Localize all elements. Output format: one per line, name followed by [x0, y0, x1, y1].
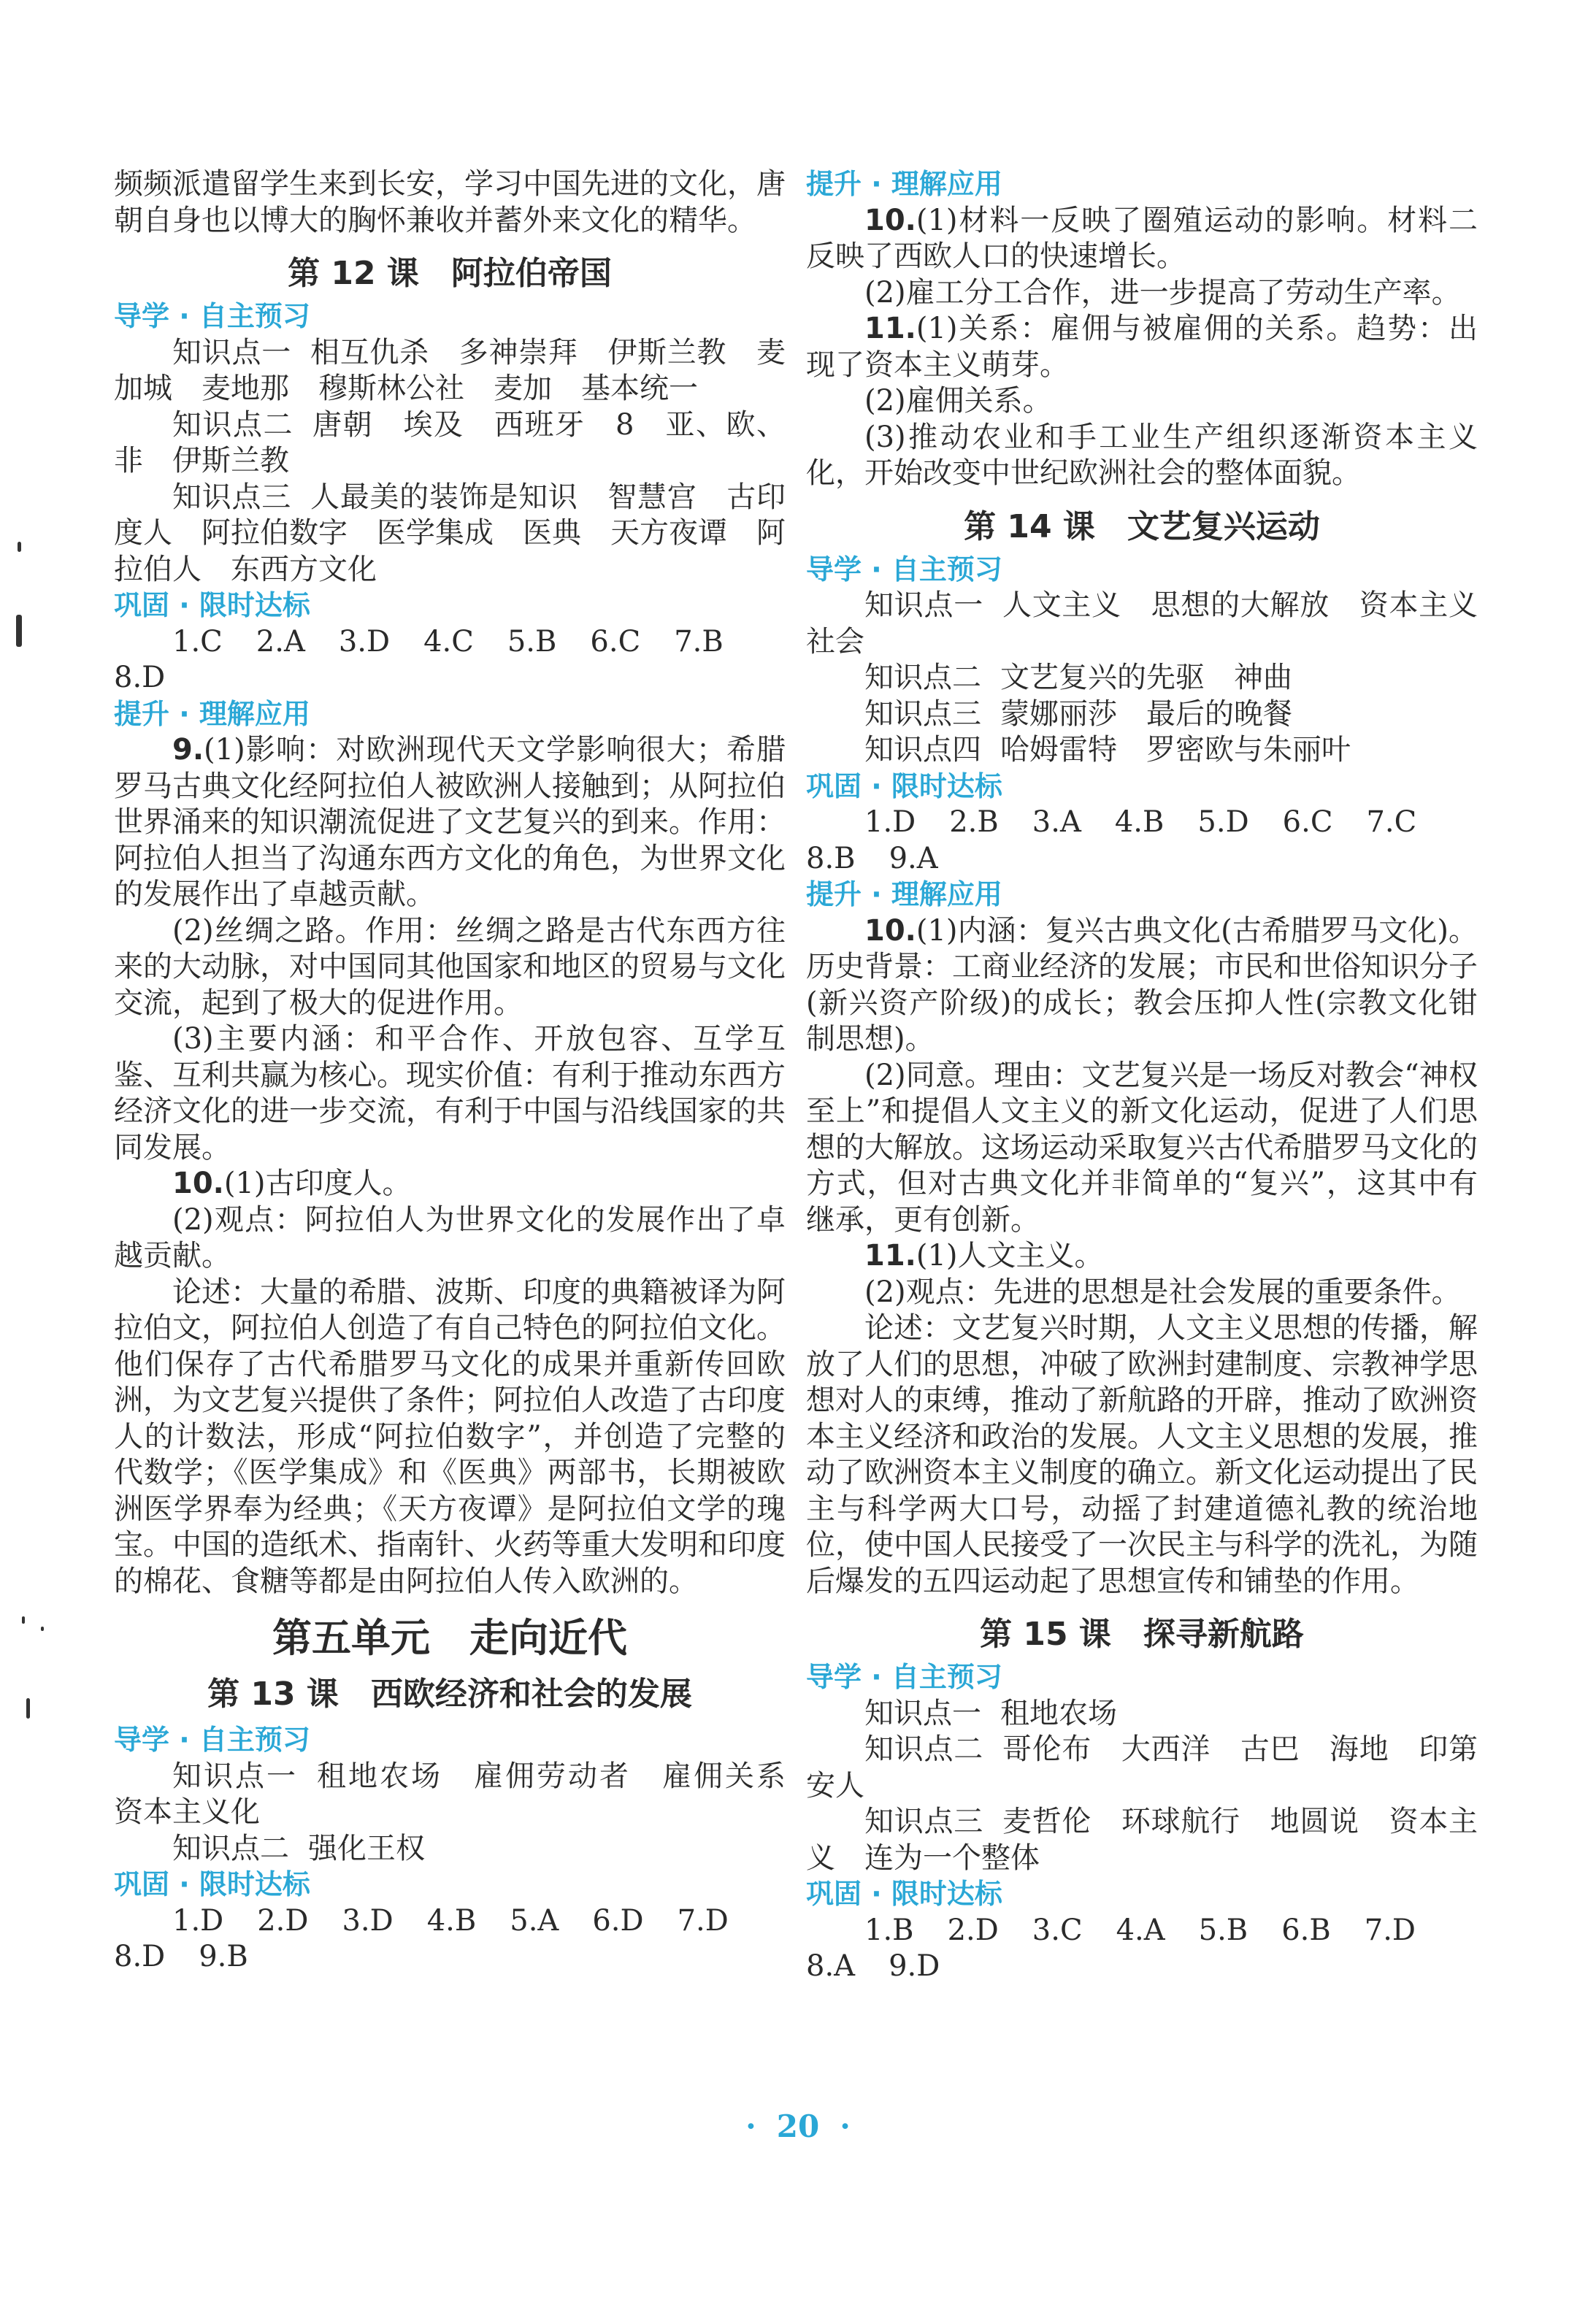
answer: 7.D: [677, 1903, 729, 1938]
kp-text: 蒙娜丽莎 最后的晚餐: [1000, 696, 1292, 731]
kp-label: 知识点二: [864, 661, 981, 694]
lesson-13-apply-heading: 提升 · 理解应用: [806, 168, 1002, 200]
answer: 4.B: [1114, 805, 1165, 839]
lesson-12-q9-2: (2)丝绸之路。作用：丝绸之路是古代东西方往来的大动脉，对中国同其他国家和地区的贸易与文化交流，起到了极大的促进作用。: [114, 913, 786, 1020]
kp-text: 相互仇杀 多神崇拜 伊斯兰教 麦加城 麦地那 穆斯林公社 麦加 基本统一: [114, 335, 786, 405]
lesson-15-quiz-heading: 巩固 · 限时达标: [806, 1878, 1002, 1910]
answer: 8.B: [806, 841, 856, 875]
question-number: 9.: [172, 733, 204, 767]
scan-mark: [26, 1698, 30, 1719]
lesson-15-title: 第 15 课 探寻新航路: [980, 1616, 1304, 1653]
answer: 4.C: [423, 624, 474, 659]
lesson-14-answers-row1: [806, 805, 1478, 841]
answer: 7.B: [674, 624, 724, 659]
lesson-13-q11-1: [806, 311, 1478, 383]
kp-text: 租地农场 雇佣劳动者 雇佣关系 资本主义化: [114, 1759, 815, 1829]
lesson-15-answers-row2: [806, 1949, 1478, 1985]
answer: 5.B: [1198, 1913, 1248, 1947]
lesson-13-q11-2: (2)雇佣关系。: [864, 384, 1052, 418]
lesson-15-kp2: [806, 1732, 1478, 1804]
kp-label: 知识点三: [864, 696, 981, 731]
kp-label: 知识点二: [172, 407, 294, 442]
answer: 8.D: [114, 1940, 166, 1973]
answer: 3.D: [342, 1903, 394, 1938]
kp-label: 知识点三: [864, 1805, 983, 1838]
question-number: 11.: [864, 1239, 916, 1273]
lesson-15-preview-heading: 导学 · 自主预习: [806, 1661, 1002, 1693]
answer: 2.D: [947, 1913, 999, 1947]
kp-text: 强化王权: [308, 1831, 425, 1865]
answer: 9.A: [889, 841, 938, 875]
intro-text: 频频派遣留学生来到长安，学习中国先进的文化，唐朝自身也以博大的胸怀兼收并蓄外来文化的精华。: [114, 167, 786, 237]
question-number: 10.: [864, 203, 916, 237]
lesson-13-kp1: [114, 1759, 815, 1831]
answer: 4.B: [426, 1903, 477, 1938]
lesson-13-quiz-heading: 巩固 · 限时达标: [114, 1868, 310, 1900]
answer: 1.B: [864, 1913, 914, 1947]
lesson-14-q10-1: [806, 913, 1478, 1058]
lesson-12-answers-row2: [114, 660, 786, 696]
answer: 1.C: [172, 624, 223, 659]
answer: 5.A: [510, 1903, 559, 1938]
kp-text: 哈姆雷特 罗密欧与朱丽叶: [1000, 733, 1351, 767]
answer: 5.D: [1197, 805, 1249, 839]
answer: 9.B: [199, 1940, 248, 1973]
lesson-12-title: 第 12 课 阿拉伯帝国: [288, 255, 612, 292]
kp-label: 知识点一: [864, 1696, 981, 1730]
answer: 3.C: [1032, 1913, 1083, 1947]
answer: 8.A: [806, 1949, 856, 1983]
lesson-13-q10-2: (2)雇工分工合作，进一步提高了劳动生产率。: [864, 275, 1461, 310]
lesson-13-q10-1: [806, 203, 1478, 275]
answer: 3.D: [338, 624, 391, 659]
lesson-13-answers-row1: [114, 1903, 786, 1940]
kp-text: 文艺复兴的先驱 神曲: [1000, 661, 1292, 694]
scan-mark: [41, 1627, 44, 1631]
answer: 5.B: [507, 624, 557, 659]
kp-text: 人最美的装饰是知识 智慧宫 古印度人 阿拉伯数字 医学集成 医典 天方夜谭 阿拉伯人 东西方文化: [114, 480, 786, 586]
lesson-12-q10-3: 论述：大量的希腊、波斯、印度的典籍被译为阿拉伯文，阿拉伯人创造了有自己特色的阿拉伯文化。他们保存了古代希腊罗马文化的成果并重新传回欧洲，为文艺复兴提供了条件；阿拉伯人改造了古印度人的计数法，形成“阿拉伯数字”，并创造了完整的代数学；《医学集成》和《医典》两部书，长期被欧洲医学界奉为经典；《天方夜谭》是阿拉伯文学的瑰宝。中国的造纸术、指南针、火药等重大发明和印度的棉花、食糖等都是由阿拉伯人传入欧洲的。: [114, 1275, 786, 1598]
answer-text: (1)影响：对欧洲现代天文学影响很大；希腊罗马古典文化经阿拉伯人被欧洲人接触到；从阿拉伯世界涌来的知识潮流促进了文艺复兴的到来。作用：阿拉伯人担当了沟通东西方文化的角色，为世界文化的发展作出了卓越贡献。: [114, 733, 786, 911]
lesson-12-q10-1: [114, 1166, 786, 1202]
lesson-14-q10-2: (2)同意。理由：文艺复兴是一场反对教会“神权至上”和提倡人文主义的新文化运动，促进了人们思想的大解放。这场运动采取复兴古代希腊罗马文化的方式，但对古典文化并非简单的“复兴”，这其中有继承，更有创新。: [806, 1058, 1478, 1237]
answer: 9.D: [889, 1949, 940, 1983]
answer: 1.D: [864, 805, 916, 839]
lesson-12-q9-1: [114, 732, 786, 913]
answer: 6.D: [592, 1903, 644, 1938]
kp-label: 知识点二: [864, 1732, 983, 1766]
lesson-13-q11-3: (3)推动农业和手工业生产组织逐渐资本主义化，开始改变中世纪欧洲社会的整体面貌。: [806, 420, 1478, 490]
answer: 2.D: [257, 1903, 309, 1938]
kp-label: 知识点一: [864, 588, 983, 622]
lesson-14-kp1: [806, 588, 1478, 660]
lesson-15-kp1: [806, 1696, 1478, 1732]
kp-label: 知识点三: [172, 480, 291, 514]
kp-text: 麦哲伦 环球航行 地圆说 资本主义 连为一个整体: [806, 1805, 1478, 1875]
page-number-value: 20: [776, 2108, 820, 2144]
lesson-13-title: 第 13 课 西欧经济和社会的发展: [207, 1676, 692, 1713]
kp-label: 知识点一: [172, 1759, 298, 1793]
kp-label: 知识点一: [172, 335, 291, 369]
unit-5-title: 第五单元 走向近代: [272, 1615, 627, 1661]
lesson-15-kp3: [806, 1804, 1478, 1876]
lesson-12-apply-heading: 提升 · 理解应用: [114, 697, 310, 730]
lesson-14-q11-2: (2)观点：先进的思想是社会发展的重要条件。: [864, 1275, 1461, 1309]
answer-text: (1)关系：雇佣与被雇佣的关系。趋势：出现了资本主义萌芽。: [806, 312, 1478, 382]
answer: 7.C: [1366, 805, 1417, 839]
lesson-14-kp3: [806, 696, 1478, 733]
kp-label: 知识点二: [172, 1831, 289, 1865]
scan-mark: [16, 615, 22, 647]
answer: 3.A: [1032, 805, 1081, 839]
lesson-12-kp3: [114, 480, 786, 588]
question-number: 11.: [864, 312, 916, 345]
lesson-12-preview-heading: 导学 · 自主预习: [114, 300, 310, 332]
lesson-14-quiz-heading: 巩固 · 限时达标: [806, 769, 1002, 802]
answer: 1.D: [172, 1903, 224, 1938]
lesson-12-kp1: [114, 335, 786, 407]
lesson-14-kp4: [806, 732, 1478, 769]
lesson-13-preview-heading: 导学 · 自主预习: [114, 1724, 310, 1756]
scan-mark: [18, 542, 21, 552]
left-column: [114, 166, 815, 1976]
kp-text: 人文主义 思想的大解放 资本主义社会: [806, 588, 1478, 659]
lesson-12-q10-2: (2)观点：阿拉伯人为世界文化的发展作出了卓越贡献。: [114, 1202, 786, 1273]
answer: 6.B: [1281, 1913, 1331, 1947]
right-column: [806, 166, 1478, 1985]
kp-text: 哥伦布 大西洋 古巴 海地 印第安人: [806, 1732, 1478, 1803]
lesson-12-q9-3: (3)主要内涵：和平合作、开放包容、互学互鉴、互利共赢为核心。现实价值：有利于推动东西方经济文化的进一步交流，有利于中国与沿线国家的共同发展。: [114, 1022, 786, 1164]
answer-text: (1)人文主义。: [916, 1239, 1104, 1273]
lesson-14-title: 第 14 课 文艺复兴运动: [964, 507, 1320, 545]
answer-text: (1)古印度人。: [223, 1167, 412, 1200]
answer: 6.C: [590, 624, 641, 659]
answer: 6.C: [1282, 805, 1333, 839]
answer-text: (1)内涵：复兴古典文化(古希腊罗马文化)。历史背景：工商业经济的发展；市民和世俗知识分子(新兴资产阶级)的成长；教会压抑人性(宗教文化钳制思想)。: [806, 913, 1478, 1056]
page-number: · 20 ·: [745, 2108, 851, 2144]
lesson-12-quiz-heading: 巩固 · 限时达标: [114, 589, 310, 621]
lesson-14-preview-heading: 导学 · 自主预习: [806, 553, 1002, 586]
answer: 2.B: [949, 805, 999, 839]
answer: 7.D: [1364, 1913, 1416, 1947]
lesson-15-answers-row1: [806, 1913, 1478, 1949]
lesson-14-kp2: [806, 660, 1478, 696]
lesson-13-kp2: [114, 1831, 786, 1868]
answer: 2.A: [256, 624, 305, 659]
lesson-14-answers-row2: [806, 841, 1478, 878]
answer: 8.D: [114, 661, 166, 694]
kp-text: 租地农场: [1000, 1696, 1117, 1730]
lesson-13-answers-row2: [114, 1939, 786, 1976]
lesson-12-answers-row1: [114, 624, 786, 661]
kp-label: 知识点四: [864, 733, 981, 767]
lesson-14-q11-3: 论述：文艺复兴时期，人文主义思想的传播，解放了人们的思想，冲破了欧洲封建制度、宗教神学思想对人的束缚，推动了新航路的开辟，推动了欧洲资本主义经济和政治的发展。人文主义思想的发展，推动了欧洲资本主义制度的确立。新文化运动提出了民主与科学两大口号，动摇了封建道德礼教的统治地位，使中国人民接受了一次民主与科学的洗礼，为随后爆发的五四运动起了思想宣传和铺垫的作用。: [806, 1311, 1478, 1598]
lesson-12-kp2: [114, 407, 786, 480]
kp-text: 唐朝 埃及 西班牙 8 亚、欧、非 伊斯兰教: [114, 407, 786, 477]
lesson-14-q11-1: [806, 1238, 1478, 1275]
question-number: 10.: [172, 1167, 224, 1200]
question-number: 10.: [864, 913, 916, 948]
lesson-14-apply-heading: 提升 · 理解应用: [806, 878, 1002, 910]
scan-mark: [22, 1616, 25, 1624]
answer: 4.A: [1116, 1913, 1165, 1947]
answer-text: (1)材料一反映了圈殖运动的影响。材料二反映了西欧人口的快速增长。: [806, 203, 1478, 273]
